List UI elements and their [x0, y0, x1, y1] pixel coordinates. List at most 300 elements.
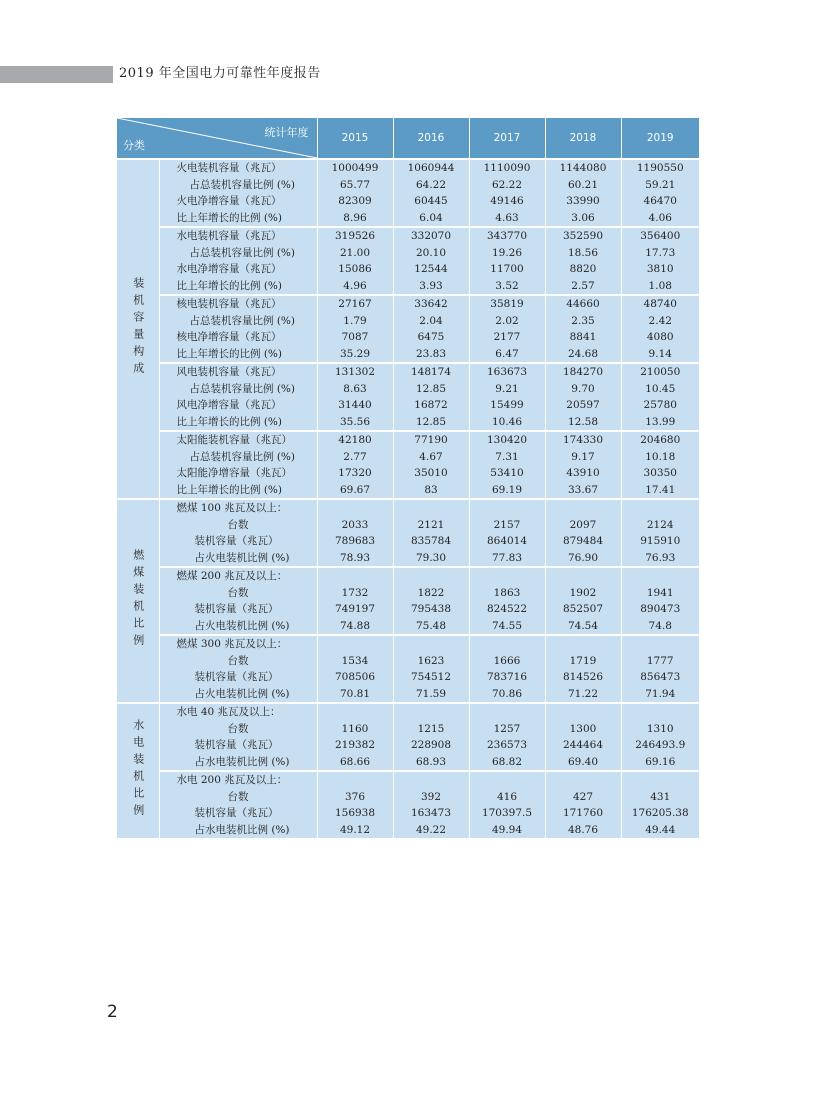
cell-value: 60.21 — [567, 178, 599, 191]
cell-value: 8.96 — [343, 211, 367, 224]
cell-value: 890473 — [640, 603, 681, 615]
cell-value: 9.17 — [571, 450, 595, 463]
cell-value: 1300 — [569, 722, 597, 735]
year-header: 2018 — [545, 118, 621, 159]
cell-value: 49.44 — [645, 823, 676, 836]
row-label: 装机容量（兆瓦） — [194, 603, 279, 615]
cell-value: 852507 — [562, 603, 604, 615]
cell-value: 8841 — [569, 331, 597, 343]
row-label: 水电 40 兆瓦及以上： — [176, 706, 281, 718]
cell-value: 62.22 — [491, 178, 523, 191]
cell-value: 15499 — [490, 399, 524, 411]
cell-value: 35.56 — [339, 415, 371, 428]
value-cell — [621, 431, 699, 499]
value-cell — [469, 499, 545, 567]
cell-value: 1000499 — [331, 162, 379, 174]
value-cell — [393, 431, 469, 499]
category-label: 水电装机比例 — [131, 718, 145, 821]
value-cell — [545, 431, 621, 499]
value-cell — [545, 499, 621, 567]
cell-value: 1110090 — [483, 162, 531, 174]
cell-value: 174330 — [562, 434, 604, 446]
cell-value: 1144080 — [559, 162, 607, 174]
value-cell — [545, 567, 621, 635]
cell-value: 68.93 — [415, 755, 447, 768]
cell-value: 6.04 — [419, 211, 443, 224]
page-number: 2 — [107, 1002, 118, 1022]
cell-value: 835784 — [410, 535, 452, 547]
cell-value: 204680 — [640, 434, 681, 446]
cell-value — [470, 500, 545, 517]
value-cell — [317, 703, 393, 771]
value-cell — [469, 363, 545, 431]
cell-value: 1863 — [493, 586, 521, 599]
category-label: 装机容量构成 — [131, 276, 145, 379]
cell-value: 49.94 — [491, 823, 523, 836]
cell-value: 2097 — [569, 518, 597, 531]
cell-value: 23.83 — [415, 347, 447, 360]
cell-value: 4.96 — [343, 279, 367, 292]
cell-value: 879484 — [562, 535, 604, 547]
row-label: 比上年增长的比例 (%) — [176, 415, 283, 428]
value-cell — [317, 227, 393, 295]
cell-value: 12.58 — [567, 415, 599, 428]
table-row — [117, 159, 699, 227]
value-cell — [621, 567, 699, 635]
cell-value: 48.76 — [567, 823, 599, 836]
row-label: 装机容量（兆瓦） — [194, 807, 279, 819]
cell-value: 60445 — [414, 195, 448, 207]
cell-value: 4.06 — [648, 211, 672, 224]
cell-value: 3.93 — [419, 279, 443, 292]
cell-value: 77190 — [414, 434, 448, 446]
cell-value: 65.77 — [339, 178, 371, 191]
row-label: 比上年增长的比例 (%) — [176, 347, 283, 360]
cell-value: 9.14 — [648, 347, 672, 360]
cell-value: 148174 — [410, 366, 452, 378]
cell-value: 3.06 — [571, 211, 595, 224]
cell-value: 176205.38 — [631, 807, 689, 819]
cell-value — [546, 568, 621, 585]
cell-value: 1822 — [417, 586, 445, 599]
table-corner-cell — [117, 118, 317, 159]
cell-value — [622, 636, 700, 653]
cell-value: 10.46 — [491, 415, 523, 428]
value-cell — [545, 159, 621, 227]
row-label: 核电净增容量（兆瓦） — [176, 331, 282, 343]
row-label: 占总装机容量比例 (%) — [189, 450, 296, 463]
cell-value: 376 — [344, 790, 366, 803]
value-cell — [545, 771, 621, 838]
cell-value: 44660 — [566, 298, 600, 310]
cell-value: 1777 — [646, 654, 674, 667]
table-row — [117, 363, 699, 431]
cell-value: 1.79 — [343, 314, 367, 327]
cell-value: 754512 — [410, 671, 452, 683]
row-label: 台数 — [227, 518, 249, 531]
cell-value: 8.63 — [343, 382, 367, 395]
value-cell — [317, 771, 393, 838]
cell-value: 83 — [424, 483, 438, 496]
value-cell — [621, 227, 699, 295]
row-label: 燃煤 300 兆瓦及以上： — [176, 638, 288, 650]
cell-value: 864014 — [486, 535, 528, 547]
cell-value: 163673 — [486, 366, 528, 378]
cell-value: 7.31 — [495, 450, 519, 463]
cell-value — [318, 636, 393, 653]
cell-value — [470, 568, 545, 585]
row-label: 风电装机容量（兆瓦） — [176, 366, 282, 378]
cell-value: 69.40 — [567, 755, 599, 768]
cell-value: 71.59 — [415, 687, 447, 700]
cell-value: 219382 — [334, 739, 376, 751]
cell-value: 2.04 — [419, 314, 443, 327]
cell-value: 71.94 — [645, 687, 676, 700]
row-label-cell — [159, 567, 317, 635]
corner-label-category: 分类 — [123, 139, 145, 152]
cell-value — [546, 772, 621, 789]
row-label: 装机容量（兆瓦） — [194, 535, 279, 547]
cell-value: 12544 — [414, 263, 448, 275]
cell-value: 170397.5 — [481, 807, 533, 819]
row-label: 比上年增长的比例 (%) — [176, 279, 283, 292]
cell-value: 1902 — [569, 586, 597, 599]
cell-value: 20.10 — [415, 246, 447, 259]
value-cell — [469, 431, 545, 499]
value-cell — [393, 295, 469, 363]
cell-value: 12.85 — [415, 415, 447, 428]
cell-value: 2.57 — [571, 279, 595, 292]
cell-value: 210050 — [640, 366, 681, 378]
cell-value: 4.67 — [419, 450, 443, 463]
cell-value — [394, 772, 469, 789]
cell-value: 18.56 — [567, 246, 599, 259]
cell-value: 789683 — [334, 535, 376, 547]
row-label: 火电净增容量（兆瓦） — [176, 195, 282, 207]
cell-value: 1310 — [646, 722, 674, 735]
cell-value: 27167 — [338, 298, 372, 310]
value-cell — [393, 567, 469, 635]
cell-value: 31440 — [338, 399, 372, 411]
row-label: 占总装机容量比例 (%) — [189, 382, 296, 395]
cell-value: 75.48 — [415, 619, 447, 632]
cell-value: 71.22 — [567, 687, 599, 700]
cell-value: 356400 — [640, 230, 681, 242]
cell-value: 708506 — [334, 671, 376, 683]
cell-value: 1190550 — [636, 162, 684, 174]
row-label: 台数 — [227, 722, 249, 735]
cell-value: 25780 — [643, 399, 677, 411]
cell-value: 43910 — [566, 467, 600, 479]
cell-value: 69.16 — [645, 755, 676, 768]
row-label: 燃煤 100 兆瓦及以上： — [176, 502, 288, 514]
cell-value — [622, 568, 700, 585]
cell-value: 74.8 — [648, 619, 672, 632]
value-cell — [621, 771, 699, 838]
cell-value: 21.00 — [339, 246, 371, 259]
cell-value: 392 — [420, 790, 442, 803]
cell-value: 64.22 — [415, 178, 447, 191]
cell-value: 246493.9 — [635, 739, 686, 751]
cell-value: 4080 — [646, 331, 674, 343]
cell-value: 163473 — [410, 807, 452, 819]
value-cell — [469, 703, 545, 771]
value-cell — [393, 499, 469, 567]
cell-value: 74.54 — [567, 619, 599, 632]
row-label: 占火电装机比例 (%) — [194, 551, 290, 564]
table-row — [117, 227, 699, 295]
row-label: 比上年增长的比例 (%) — [176, 211, 283, 224]
cell-value: 2157 — [493, 518, 521, 531]
cell-value: 1.08 — [648, 279, 672, 292]
cell-value: 856473 — [640, 671, 681, 683]
cell-value: 59.21 — [645, 178, 676, 191]
value-cell — [621, 635, 699, 703]
row-label-cell — [159, 431, 317, 499]
cell-value: 76.93 — [645, 551, 676, 564]
cell-value: 2.77 — [343, 450, 367, 463]
cell-value: 12.85 — [415, 382, 447, 395]
row-label: 占水电装机比例 (%) — [194, 823, 290, 836]
row-label-cell — [159, 703, 317, 771]
cell-value: 6.47 — [495, 347, 519, 360]
value-cell — [545, 363, 621, 431]
value-cell — [621, 159, 699, 227]
value-cell — [393, 635, 469, 703]
cell-value: 8820 — [569, 263, 597, 275]
value-cell — [621, 499, 699, 567]
cell-value — [394, 500, 469, 517]
cell-value: 16872 — [414, 399, 448, 411]
row-label-cell — [159, 499, 317, 567]
table-row — [117, 567, 699, 635]
cell-value: 70.86 — [491, 687, 523, 700]
cell-value: 42180 — [338, 434, 372, 446]
row-label-cell — [159, 363, 317, 431]
cell-value — [470, 704, 545, 721]
cell-value — [470, 636, 545, 653]
cell-value — [318, 500, 393, 517]
cell-value: 2124 — [646, 518, 674, 531]
cell-value: 69.67 — [339, 483, 371, 496]
cell-value: 33642 — [414, 298, 448, 310]
value-cell — [469, 295, 545, 363]
cell-value: 2177 — [493, 331, 521, 343]
row-label: 水电净增容量（兆瓦） — [176, 263, 282, 275]
cell-value: 343770 — [486, 230, 528, 242]
cell-value — [470, 772, 545, 789]
cell-value: 783716 — [486, 671, 528, 683]
corner-label-year: 统计年度 — [264, 126, 309, 139]
cell-value: 130420 — [486, 434, 528, 446]
cell-value: 332070 — [410, 230, 452, 242]
row-label: 风电净增容量（兆瓦） — [176, 399, 282, 411]
cell-value: 69.19 — [491, 483, 523, 496]
cell-value: 49.12 — [339, 823, 371, 836]
cell-value: 2121 — [417, 518, 445, 531]
value-cell — [621, 363, 699, 431]
cell-value: 1215 — [417, 722, 445, 735]
cell-value: 13.99 — [645, 415, 676, 428]
header-bar — [0, 66, 113, 83]
table-row — [117, 499, 699, 567]
cell-value: 7087 — [341, 331, 369, 343]
cell-value: 814526 — [562, 671, 604, 683]
cell-value: 15086 — [338, 263, 372, 275]
cell-value: 352590 — [562, 230, 604, 242]
cell-value — [546, 704, 621, 721]
row-label: 太阳能装机容量（兆瓦） — [176, 434, 292, 446]
row-label: 占总装机容量比例 (%) — [189, 246, 296, 259]
cell-value: 30350 — [643, 467, 677, 479]
value-cell — [317, 295, 393, 363]
row-label: 燃煤 200 兆瓦及以上： — [176, 570, 288, 582]
cell-value: 1060944 — [407, 162, 455, 174]
cell-value: 6475 — [417, 331, 445, 343]
value-cell — [317, 159, 393, 227]
cell-value: 78.93 — [339, 551, 371, 564]
row-label: 占总装机容量比例 (%) — [189, 178, 296, 191]
cell-value: 2.35 — [571, 314, 595, 327]
year-header: 2019 — [621, 118, 699, 159]
category-label: 燃煤装机比例 — [131, 548, 145, 651]
row-label: 占水电装机比例 (%) — [194, 755, 290, 768]
row-label-cell — [159, 159, 317, 227]
cell-value: 1941 — [646, 586, 674, 599]
cell-value: 33990 — [566, 195, 600, 207]
cell-value — [622, 772, 700, 789]
value-cell — [469, 227, 545, 295]
cell-value: 74.88 — [339, 619, 371, 632]
cell-value — [622, 500, 700, 517]
cell-value: 9.21 — [495, 382, 519, 395]
value-cell — [393, 363, 469, 431]
cell-value: 9.70 — [571, 382, 595, 395]
cell-value: 244464 — [562, 739, 604, 751]
row-label: 台数 — [227, 790, 249, 803]
row-label: 占火电装机比例 (%) — [194, 619, 290, 632]
cell-value: 24.68 — [567, 347, 599, 360]
cell-value: 431 — [650, 790, 671, 803]
cell-value: 35819 — [490, 298, 524, 310]
cell-value: 236573 — [486, 739, 528, 751]
cell-value: 171760 — [562, 807, 604, 819]
year-header: 2017 — [469, 118, 545, 159]
cell-value: 82309 — [338, 195, 372, 207]
value-cell — [469, 635, 545, 703]
cell-value: 915910 — [640, 535, 681, 547]
value-cell — [545, 227, 621, 295]
row-label: 占总装机容量比例 (%) — [189, 314, 296, 327]
value-cell — [545, 635, 621, 703]
value-cell — [469, 567, 545, 635]
table-row — [117, 635, 699, 703]
cell-value: 2.02 — [495, 314, 519, 327]
cell-value: 35010 — [414, 467, 448, 479]
table-row — [117, 431, 699, 499]
cell-value: 49146 — [490, 195, 524, 207]
cell-value: 749197 — [334, 603, 376, 615]
cell-value: 131302 — [334, 366, 376, 378]
cell-value — [318, 772, 393, 789]
value-cell — [317, 499, 393, 567]
cell-value: 46470 — [643, 195, 677, 207]
value-cell — [317, 567, 393, 635]
cell-value: 1160 — [341, 722, 369, 735]
cell-value: 156938 — [334, 807, 376, 819]
cell-value: 1534 — [341, 654, 369, 667]
cell-value: 17.41 — [645, 483, 676, 496]
cell-value: 11700 — [490, 263, 524, 275]
category-cell — [117, 159, 159, 499]
cell-value: 79.30 — [415, 551, 447, 564]
cell-value — [318, 568, 393, 585]
table-row — [117, 295, 699, 363]
cell-value: 3.52 — [495, 279, 519, 292]
cell-value: 824522 — [486, 603, 528, 615]
value-cell — [393, 771, 469, 838]
value-cell — [393, 159, 469, 227]
value-cell — [393, 703, 469, 771]
table-row — [117, 771, 699, 838]
row-label: 核电装机容量（兆瓦） — [176, 298, 282, 310]
row-label: 水电 200 兆瓦及以上： — [176, 774, 288, 786]
cell-value: 795438 — [410, 603, 452, 615]
value-cell — [317, 635, 393, 703]
cell-value: 1666 — [493, 654, 521, 667]
cell-value: 10.45 — [645, 382, 676, 395]
running-header-title: 2019 年全国电力可靠性年度报告 — [119, 66, 321, 81]
row-label-cell — [159, 635, 317, 703]
cell-value: 228908 — [410, 739, 452, 751]
cell-value: 19.26 — [491, 246, 523, 259]
cell-value: 319526 — [334, 230, 376, 242]
cell-value: 1732 — [341, 586, 369, 599]
cell-value: 2033 — [341, 518, 369, 531]
cell-value: 1719 — [569, 654, 597, 667]
value-cell — [317, 431, 393, 499]
year-header: 2015 — [317, 118, 393, 159]
value-cell — [393, 227, 469, 295]
cell-value: 4.63 — [495, 211, 519, 224]
row-label: 台数 — [227, 654, 249, 667]
value-cell — [469, 159, 545, 227]
cell-value: 77.83 — [491, 551, 523, 564]
row-label: 占火电装机比例 (%) — [194, 687, 290, 700]
cell-value: 1257 — [493, 722, 521, 735]
cell-value: 427 — [572, 790, 594, 803]
cell-value: 74.55 — [491, 619, 523, 632]
cell-value: 68.66 — [339, 755, 371, 768]
cell-value: 33.67 — [567, 483, 599, 496]
value-cell — [545, 703, 621, 771]
table-row — [117, 703, 699, 771]
cell-value: 17320 — [338, 467, 372, 479]
capacity-table — [117, 118, 699, 838]
cell-value — [546, 500, 621, 517]
category-cell — [117, 703, 159, 838]
cell-value: 20597 — [566, 399, 600, 411]
cell-value — [394, 636, 469, 653]
cell-value — [394, 568, 469, 585]
row-label: 火电装机容量（兆瓦） — [176, 162, 282, 174]
row-label: 台数 — [227, 586, 249, 599]
value-cell — [621, 703, 699, 771]
value-cell — [469, 771, 545, 838]
row-label: 装机容量（兆瓦） — [194, 671, 279, 683]
value-cell — [545, 295, 621, 363]
cell-value — [622, 704, 700, 721]
